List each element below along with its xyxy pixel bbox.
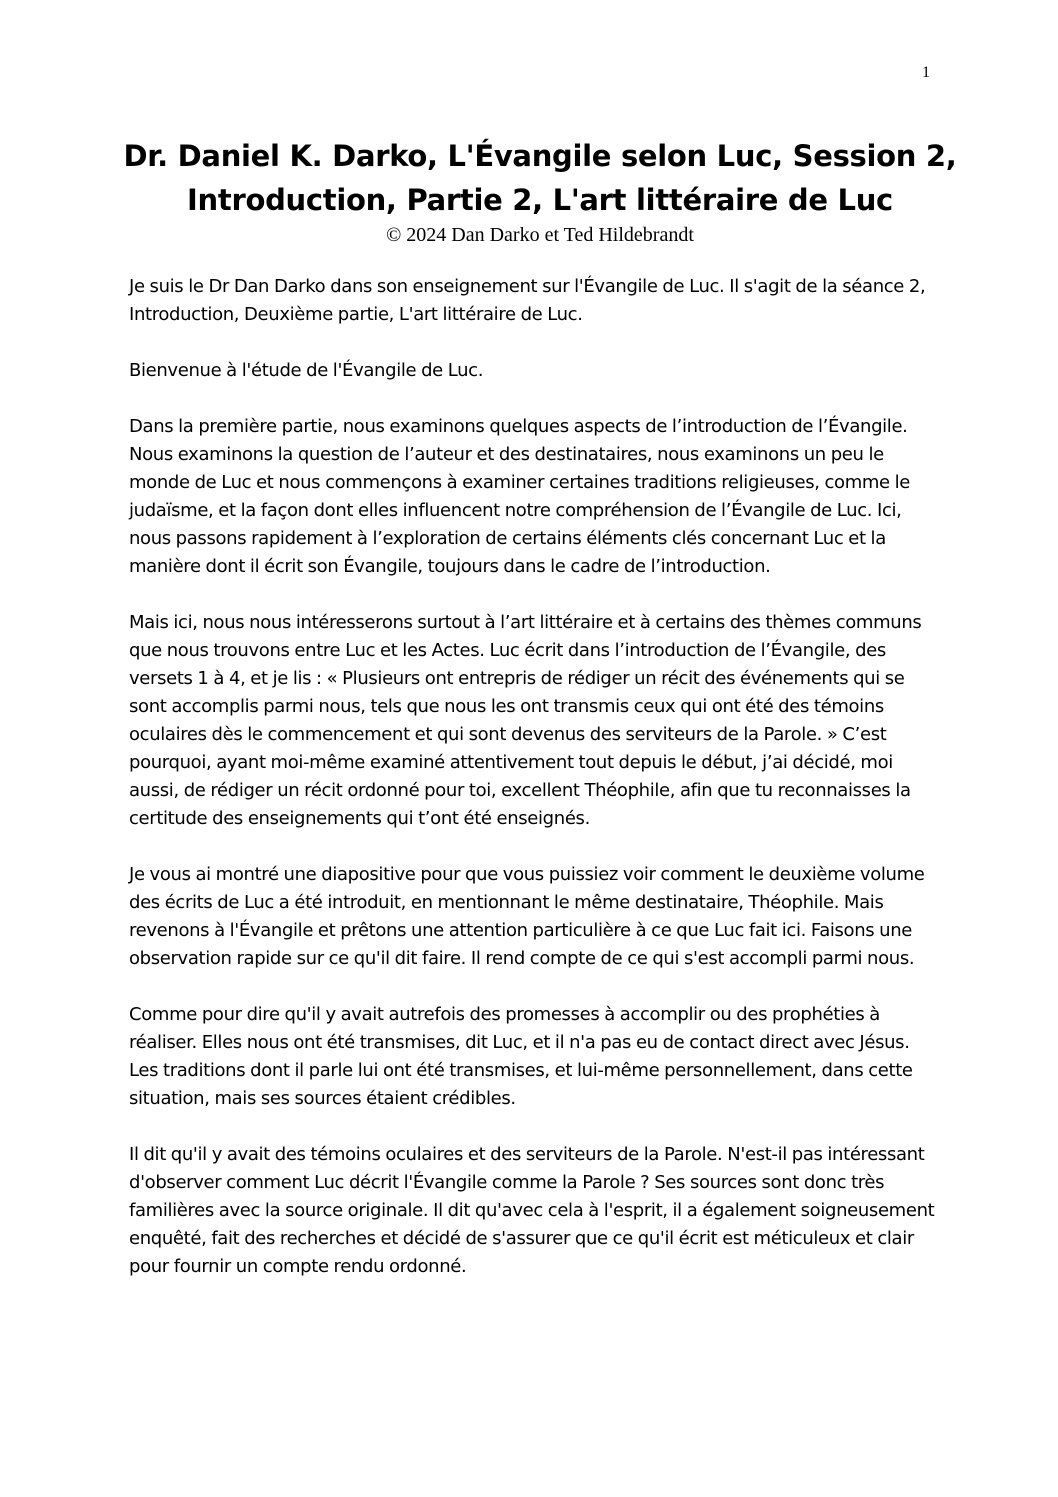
paragraph: Je suis le Dr Dan Darko dans son enseignement sur l'Évangile de Luc. Il s'agit de la séance 2, Introduction, Deuxième partie, L'art littéraire de Luc.: [129, 276, 926, 325]
paragraph: Bienvenue à l'étude de l'Évangile de Luc.: [129, 360, 484, 381]
paragraph: Il dit qu'il y avait des témoins oculaires et des serviteurs de la Parole. N'est-il pas intéressant d'observer comment Luc décrit l'Évangile comme la Parole ? Ses sources sont donc très familières avec la source originale. Il dit qu'avec cela à l'esprit, il a également soigneusement enquêté, fait des recherches et décidé de s'assurer que ce qu'il écrit est méticuleux et clair pour fournir un compte rendu ordonné.: [129, 1144, 935, 1277]
page-number: 1: [922, 64, 930, 81]
paragraph: Mais ici, nous nous intéresserons surtout à l’art littéraire et à certains des thèmes communs que nous trouvons entre Luc et les Actes. Luc écrit dans l’introduction de l’Évangile, des versets 1 à 4, et je lis : « Plusieurs ont entrepris de rédiger un récit des événements qui se sont accomplis parmi nous, tels que nous les ont transmis ceux qui ont été des témoins oculaires dès le commencement et qui sont devenus des serviteurs de la Parole. » C’est pourquoi, ayant moi-même examiné attentivement tout depuis le début, j’ai décidé, moi aussi, de rédiger un récit ordonné pour toi, excellent Théophile, afin que tu reconnaisses la certitude des enseignements qui t’ont été enseignés.: [129, 612, 922, 829]
paragraph: Comme pour dire qu'il y avait autrefois des promesses à accomplir ou des prophéties à réaliser. Elles nous ont été transmises, dit Luc, et il n'a pas eu de contact direct avec Jésus. Les traditions dont il parle lui ont été transmises, et lui-même personnellement, dans cette situation, mais ses sources étaient crédibles.: [129, 1004, 913, 1109]
paragraph: Dans la première partie, nous examinons quelques aspects de l’introduction de l’Évangile. Nous examinons la question de l’auteur et des destinataires, nous examinons un peu le monde de Luc et nous commençons à examiner certaines traditions religieuses, comme le judaïsme, et la façon dont elles influencent notre compréhension de l’Évangile de Luc. Ici, nous passons rapidement à l’exploration de certains éléments clés concernant Luc et la manière dont il écrit son Évangile, toujours dans le cadre de l’introduction.: [129, 416, 911, 577]
document-title: Dr. Daniel K. Darko, L'Évangile selon Luc, Session 2, Introduction, Partie 2, L'art littéraire de Luc: [123, 139, 957, 217]
document-body: [129, 273, 935, 1309]
copyright-line: © 2024 Dan Darko et Ted Hildebrandt: [386, 224, 694, 246]
paragraph: Je vous ai montré une diapositive pour que vous puissiez voir comment le deuxième volume des écrits de Luc a été introduit, en mentionnant le même destinataire, Théophile. Mais revenons à l'Évangile et prêtons une attention particulière à ce que Luc fait ici. Faisons une observation rapide sur ce qu'il dit faire. Il rend compte de ce qui s'est accompli parmi nous.: [129, 864, 925, 969]
